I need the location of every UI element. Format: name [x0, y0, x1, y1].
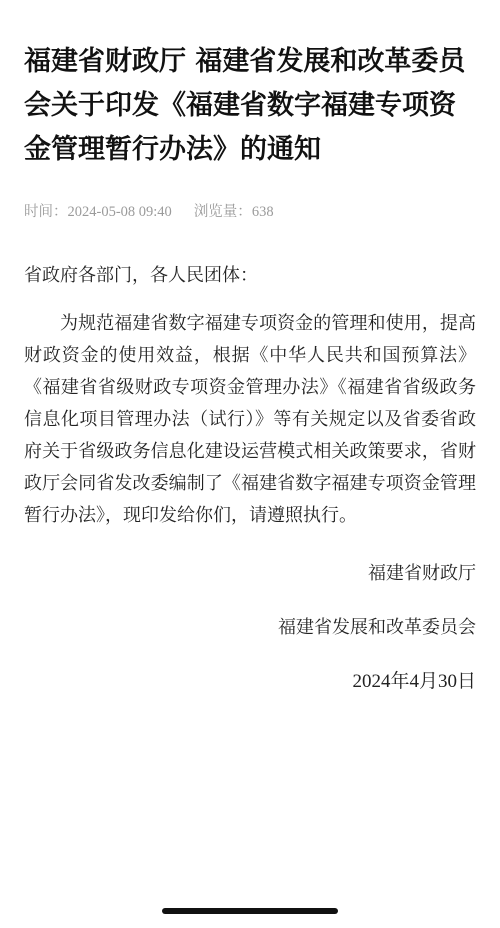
- signature-ndrc: 福建省发展和改革委员会: [278, 617, 476, 638]
- home-indicator[interactable]: [162, 908, 338, 914]
- salutation: 省政府各部门，各人民团体：: [24, 265, 258, 286]
- publish-time: 2024-05-08 09:40: [67, 204, 172, 220]
- body-paragraph: 为规范福建省数字福建专项资金的管理和使用，提高财政资金的使用效益，根据《中华人民共和国预算法》《福建省省级财政专项资金管理办法》《福建省省级政务信息化项目管理办法（试行）》等有关规定以及省委省政府关于省级政务信息化建设运营模式相关政策要求，省财政厅会同省发改委编制了《福建省数字福建专项资金管理暂行办法》，现印发给你们，请遵照执行。: [24, 313, 476, 526]
- view-count: 638: [251, 204, 274, 220]
- article-title: 福建省财政厅 福建省发展和改革委员会关于印发《福建省数字福建专项资金管理暂行办法》的通知: [24, 46, 466, 165]
- views-label: 浏览量：: [193, 204, 252, 220]
- signature-date: 2024年4月30日: [352, 671, 476, 692]
- signature-finance-dept: 福建省财政厅: [368, 563, 476, 584]
- time-label: 时间：: [24, 204, 68, 220]
- article-meta: [24, 202, 476, 222]
